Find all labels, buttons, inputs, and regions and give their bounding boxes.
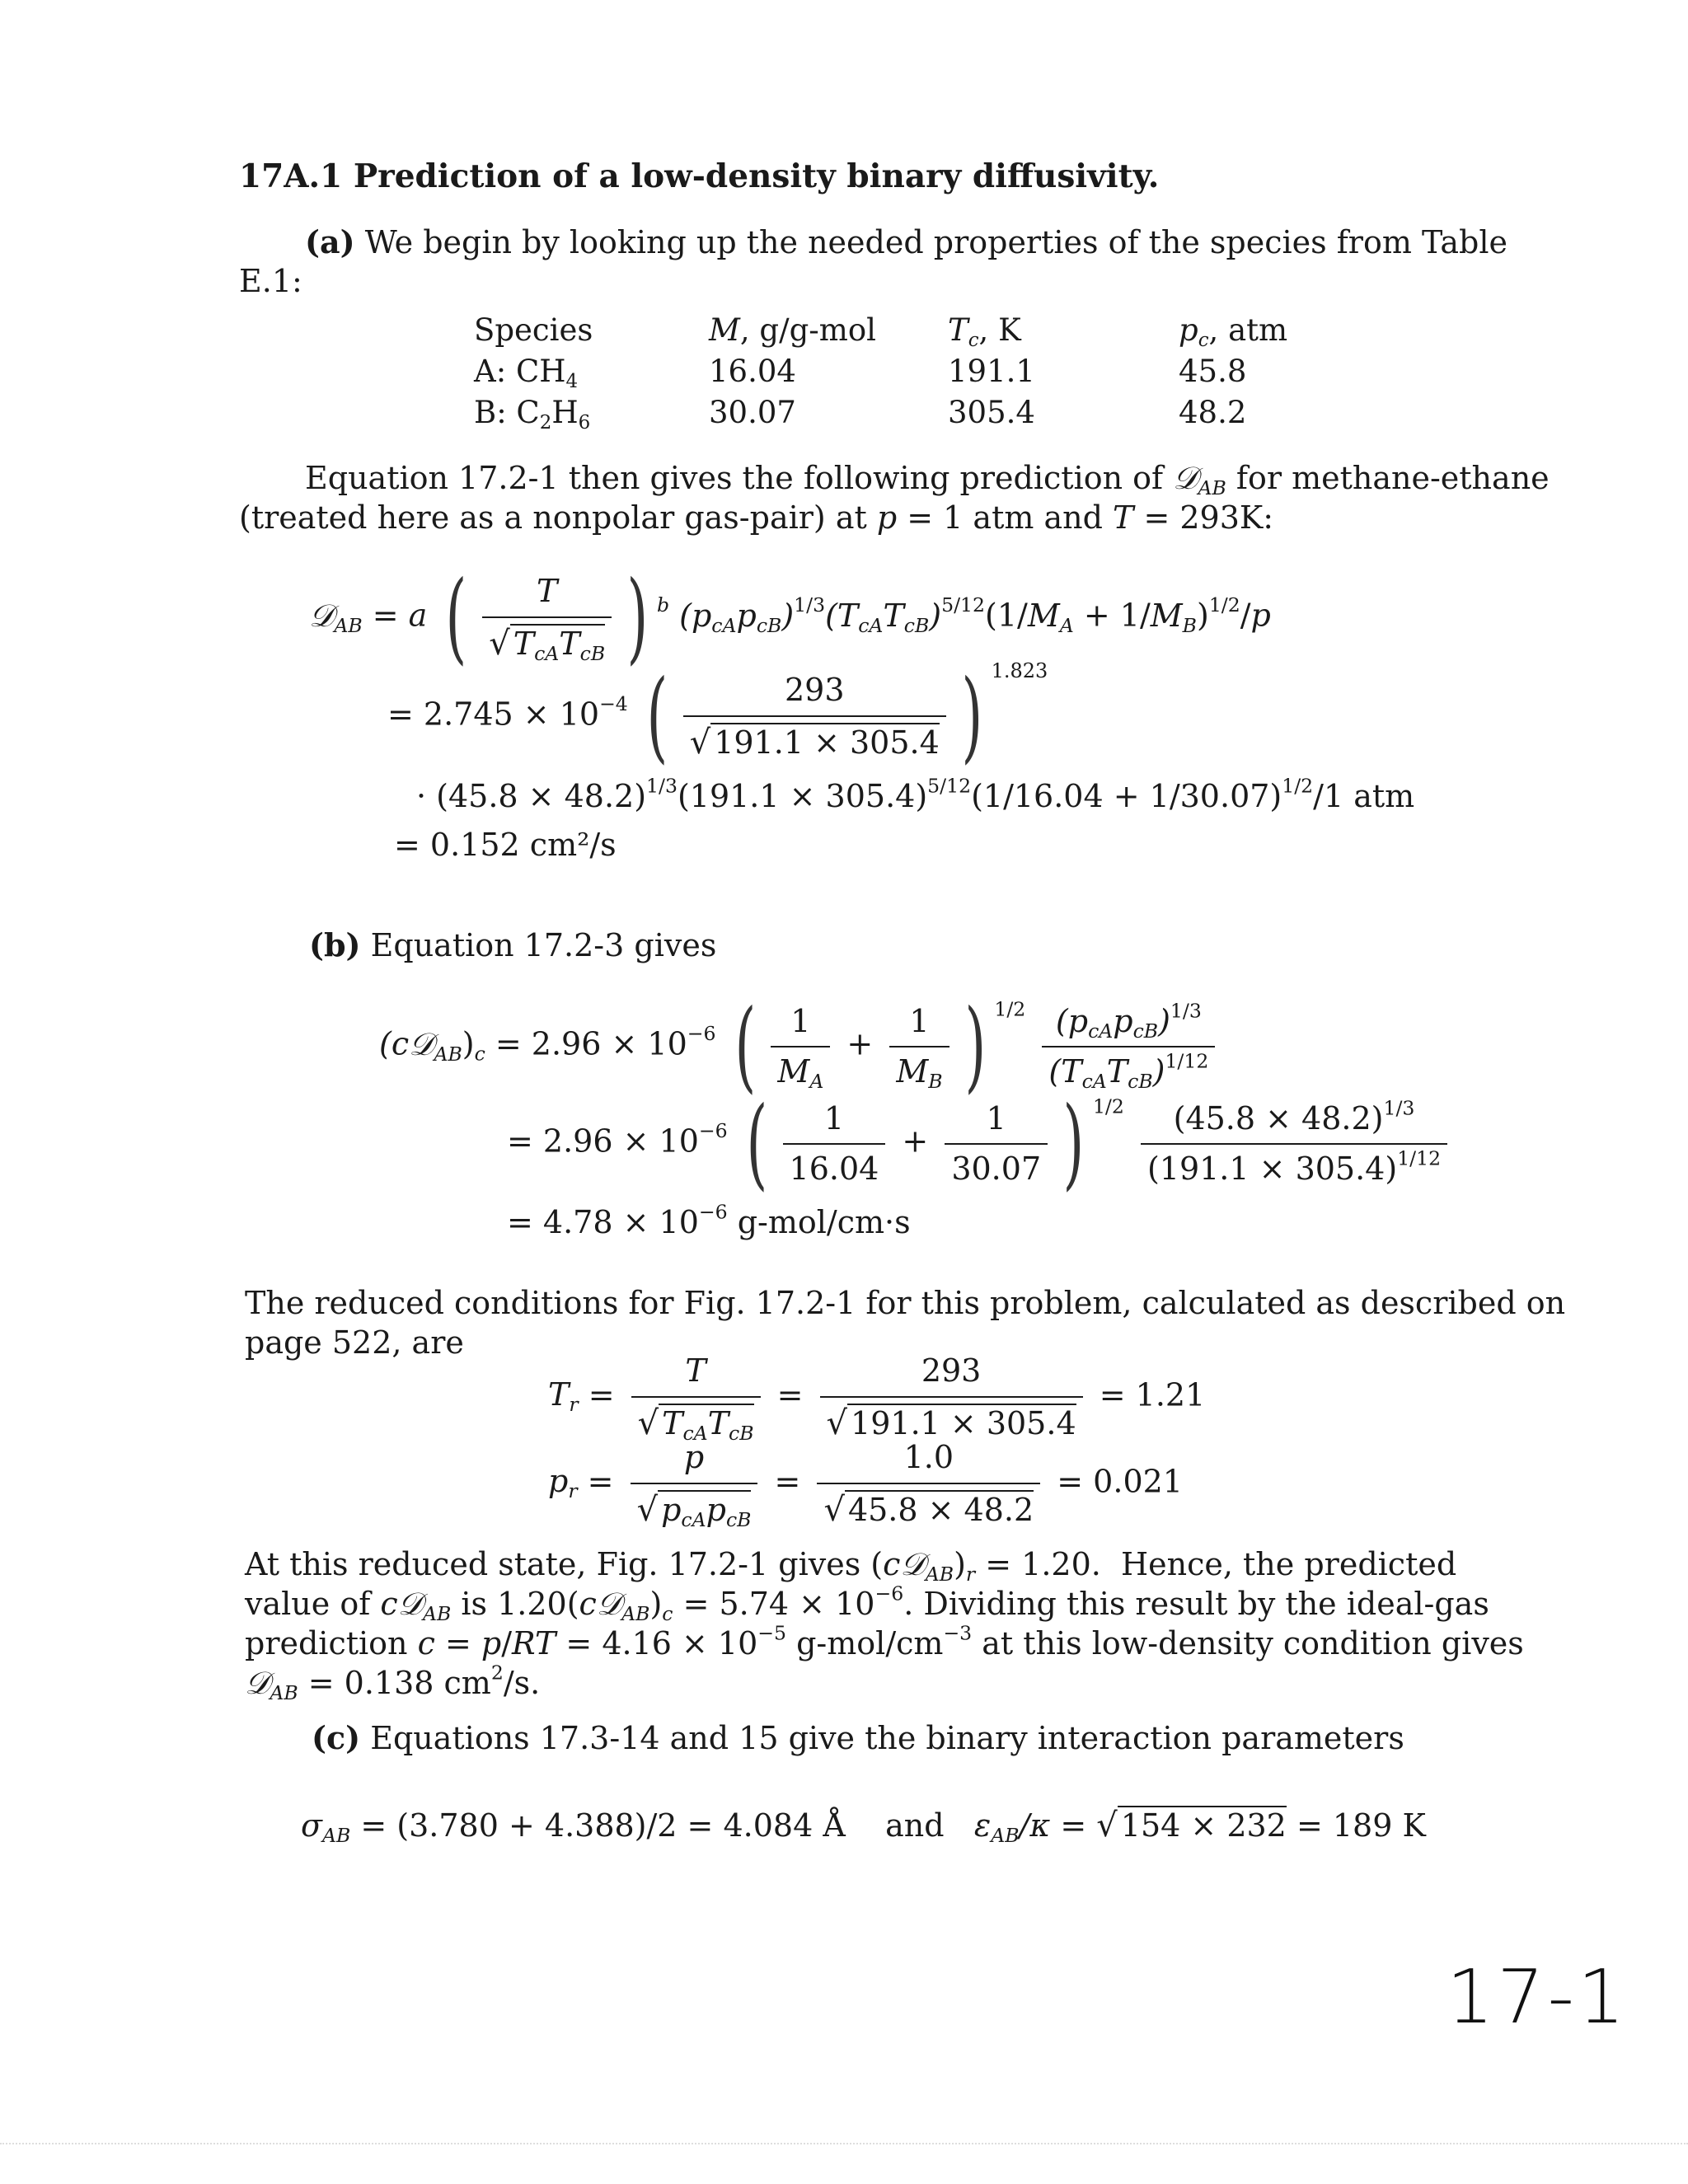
cell: 48.2	[1179, 395, 1247, 430]
header-pc: $p_c$, atm	[1179, 312, 1288, 351]
cell: 191.1	[948, 354, 1035, 389]
part-b-label: (b)	[309, 926, 361, 963]
conclusion-line3: prediction $c = p/RT = 4.16 \times 10^{-5}$ $g-mol/cm^{-3}$ at this low-density condition gives	[245, 1621, 1524, 1661]
table-header-row	[474, 312, 1287, 353]
equation-intro-line2: (treated here as a nonpolar gas-pair) at p = 1 atm and T = 293K:	[239, 499, 1274, 536]
numeric-coef: = 2.745 × 10	[387, 696, 600, 733]
equation-dab-numeric-line2: · $(45.8 \times 48.2)^{1/3}(191.1 \times 305.4)^{5/12}(1/16.04 + 1/30.07)^{1/2}/1$ atm	[416, 774, 1415, 814]
conclusion-line4: 𝒟$_{AB}$ = 0.138 $cm^2/s$.	[245, 1661, 541, 1705]
equation-dab-result: = 0.152 cm²/s	[394, 827, 617, 863]
cdab-result-units: g-mol/cm·s	[737, 1204, 911, 1240]
frac-den-a: 16.04	[783, 1143, 886, 1189]
page-number: 17-1	[1447, 1954, 1629, 2041]
equation-intro-line1: Equation 17.2-1 then gives the following prediction of 𝒟$_{AB}$ for methane-ethane	[305, 460, 1550, 500]
tr-value: = 1.21	[1099, 1376, 1206, 1413]
scan-edge-divider	[0, 2143, 1688, 2144]
cdab-coef-exp: −6	[698, 1118, 728, 1142]
part-b-intro	[309, 926, 716, 966]
numeric-coef-exp: −4	[599, 691, 628, 715]
equation-tr: $T_r$ = $\frac{T}{√ T_{cA}T_{cB}}$ = $\frac{293}{√ 191.1 \times 305.4}$ = 1.21	[548, 1352, 1206, 1445]
pr-num: 1.0	[903, 1439, 954, 1475]
part-c-label: (c)	[312, 1719, 361, 1756]
part-a-intro-text: We begin by looking up the needed properties of the species from Table	[364, 224, 1507, 260]
part-b-intro-text: Equation 17.2-3 gives	[370, 927, 717, 963]
cdab-result-coef: = 4.78 × 10	[507, 1204, 699, 1240]
sigma-value: = (3.780 + 4.388)/2 = 4.084 Å	[360, 1807, 846, 1844]
equation-cdab-numeric: = $2.96 \times 10^{-6}$ ( $\frac{1}{16.04}$ + $\frac{1}{30.07}$ ) $^{1/2}$ $\frac{(45.8 \times 48.2)^{1/3}}{(191.1 \times 305.4)^{1/12}}$	[507, 1094, 1454, 1193]
numeric-num: 293	[784, 672, 845, 709]
part-a-intro	[305, 223, 1507, 263]
cell: 305.4	[948, 395, 1035, 430]
numeric-den: 191.1 × 305.4	[710, 723, 940, 761]
equation-dab-symbolic: 𝒟$_{AB}$ = a ( $\frac{T}{√ T_{cA}T_{cB}}$ ) $^b$ $(p_{cA}p_{cB})^{1/3}(T_{cA}T_{cB})^{5/12}(1/M_A + 1/M_B)^{1/2}/p$	[309, 560, 1271, 675]
numeric-power: 1.823	[991, 658, 1048, 682]
and-word: and	[885, 1807, 945, 1844]
tr-num: 293	[921, 1352, 982, 1389]
cell: 45.8	[1179, 354, 1247, 389]
frac-den-b: 30.07	[945, 1143, 1048, 1189]
part-a-label: (a)	[305, 223, 355, 260]
equation-pr: $p_r$ = $\frac{p}{√ p_{cA}p_{cB}}$ = $\frac{1.0}{√ 45.8 \times 48.2}$ = 0.021	[548, 1439, 1183, 1531]
equation-cdab-symbolic: $(c𝒟_{AB})_c = 2.96 \times 10^{-6}$ ( $\frac{1}{M_A}$ + $\frac{1}{M_B}$ ) $^{1/2}$ $\frac{(p_{cA}p_{cB})^{1/3}}{(T_{cA}T_{cB})^{1/12}}$	[379, 997, 1221, 1096]
pr-value: = 0.021	[1057, 1463, 1183, 1500]
reduced-intro-line2: page 522, are	[245, 1324, 464, 1361]
species-table	[474, 312, 1287, 435]
header-tc: $T_c$, K	[948, 312, 1021, 351]
cell-species-a: A: $CH_4$	[474, 354, 579, 392]
header-species: Species	[474, 312, 593, 348]
equation-dab-numeric: = $2.745 \times 10^{-4}$ ( $\frac{293}{√ 191.1 \times 305.4}$ ) $^{1.823}$	[387, 658, 1048, 774]
cell: 30.07	[709, 395, 796, 430]
part-a-intro-line2: E.1:	[239, 263, 302, 299]
epsilon-value: = 189 K	[1296, 1807, 1426, 1844]
conclusion-line2: value of c𝒟$_{AB}$ is $1.20(c𝒟_{AB})_c = 5.74 \times 10^{-6}$. Dividing this result by the ideal-gas	[245, 1582, 1489, 1626]
section-heading: 17A.1 Prediction of a low-density binary diffusivity.	[239, 157, 1160, 195]
header-molar-mass: M, g/g-mol	[709, 312, 876, 348]
part-c-intro-text: Equations 17.3-14 and 15 give the binary interaction parameters	[370, 1720, 1404, 1756]
cell-species-b: B: $C_2H_6$	[474, 395, 591, 434]
epsilon-radicand: 154 × 232	[1118, 1806, 1287, 1844]
table-row	[474, 394, 1287, 435]
reduced-intro-line1: The reduced conditions for Fig. 17.2-1 for this problem, calculated as described on	[245, 1285, 1566, 1321]
cell: 16.04	[709, 354, 796, 389]
cdab-coef: = 2.96 × 10	[507, 1122, 699, 1160]
equation-sigma-epsilon: $\sigma_{AB} = (3.780 + 4.388)/2 = 4.084$ Å and $\varepsilon_{AB}/\kappa$ = √ 154 × 232 = 189 K	[301, 1807, 1426, 1848]
pr-den: 45.8 × 48.2	[845, 1490, 1034, 1528]
conclusion-line1: At this reduced state, Fig. 17.2-1 gives $(c𝒟_{AB})_r = 1.20$. Hence, the predicted	[245, 1546, 1457, 1586]
equation-cdab-result	[507, 1200, 911, 1243]
cdab-result-exp: −6	[698, 1200, 728, 1224]
table-row	[474, 353, 1287, 394]
tr-den: 191.1 × 305.4	[847, 1404, 1076, 1441]
part-c-intro	[312, 1718, 1404, 1759]
